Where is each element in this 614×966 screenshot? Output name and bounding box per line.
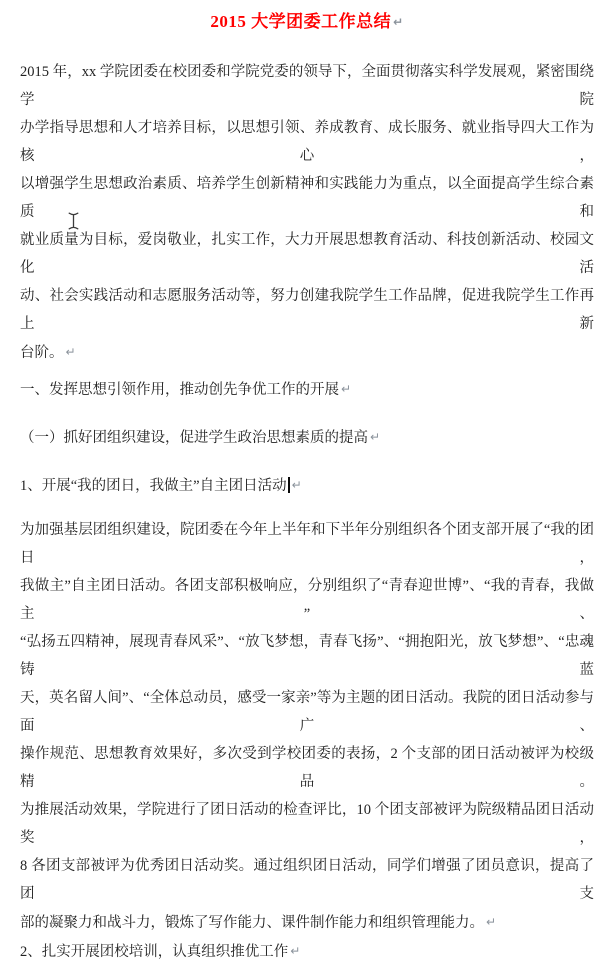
text-line: 就业质量为目标，爱岗敬业，扎实工作，大力开展思想教育活动、科技创新活动、校园文化活 <box>20 232 594 276</box>
text-line: （一）抓好团组织建设，促进学生政治思想素质的提高 ↵ <box>20 430 381 446</box>
text-line: 一、发挥思想引领作用，推动创先争优工作的开展 ↵ <box>20 382 352 398</box>
paragraph-item-2[interactable] <box>20 937 594 966</box>
paragraph-mark-icon: ↵ <box>341 382 352 396</box>
paragraph-mark-icon: ↵ <box>291 478 302 492</box>
paragraph-item-1[interactable] <box>20 471 594 500</box>
text-line: 1、开展“我的团日，我做主”自主团日活动 ↵ <box>20 478 302 494</box>
paragraph-intro[interactable] <box>20 58 594 367</box>
text-line: 为加强基层团组织建设，院团委在今年上半年和下半年分别组织各个团支部开展了“我的团日， <box>20 522 594 566</box>
paragraph-mark-icon: ↵ <box>65 345 76 359</box>
text-line: 8 各团支部被评为优秀团日活动奖。通过组织团日活动，同学们增强了团员意识，提高了团支 <box>20 858 594 902</box>
document-title <box>20 10 594 34</box>
paragraph-mark-icon: ↵ <box>370 430 381 444</box>
text-line: 台阶。 ↵ <box>20 345 76 361</box>
text-line: 部的凝聚力和战斗力，锻炼了写作能力、课件制作能力和组织管理能力。 ↵ <box>20 915 497 931</box>
paragraph-mark-icon: ↵ <box>290 944 301 958</box>
text-line: “弘扬五四精神，展现青春风采”、“放飞梦想，青春飞扬”、“拥抱阳光，放飞梦想”、“忠魂铸蓝 <box>20 634 594 678</box>
paragraph-heading-2[interactable] <box>20 423 594 452</box>
text-line: 为推展活动效果，学院进行了团日活动的检查评比，10 个团支部被评为院级精品团日活动奖， <box>20 802 594 846</box>
text-line: 办学指导思想和人才培养目标，以思想引领、养成教育、成长服务、就业指导四大工作为核心， <box>20 120 594 164</box>
paragraph-mark-icon: ↵ <box>486 915 497 929</box>
paragraph-body-1[interactable] <box>20 516 594 937</box>
text-line: 天，英名留人间”、“全体总动员，感受一家亲”等为主题的团日活动。我院的团日活动参与面广、 <box>20 690 594 734</box>
text-line: 2、扎实开展团校培训，认真组织推优工作 ↵ <box>20 944 301 960</box>
text-line: 2015 年，xx 学院团委在校团委和学院党委的领导下，全面贯彻落实科学发展观，紧密围绕学院 <box>20 64 594 108</box>
text-line: 我做主”自主团日活动。各团支部积极响应，分别组织了“青春迎世博”、“我的青春，我做主”、 <box>20 578 594 622</box>
paragraph-mark-icon: ↵ <box>393 15 404 29</box>
paragraph-heading-1[interactable] <box>20 375 594 404</box>
text-line: 以增强学生思想政治素质、培养学生创新精神和实践能力为重点，以全面提高学生综合素质和 <box>20 176 594 220</box>
document-body <box>20 58 594 966</box>
text-line: 操作规范、思想教育效果好，多次受到学校团委的表扬，2 个支部的团日活动被评为校级精品。 <box>20 746 594 790</box>
document-title-text: 2015 大学团委工作总结 <box>210 12 392 31</box>
text-line: 动、社会实践活动和志愿服务活动等，努力创建我院学生工作品牌，促进我院学生工作再上新 <box>20 288 594 332</box>
